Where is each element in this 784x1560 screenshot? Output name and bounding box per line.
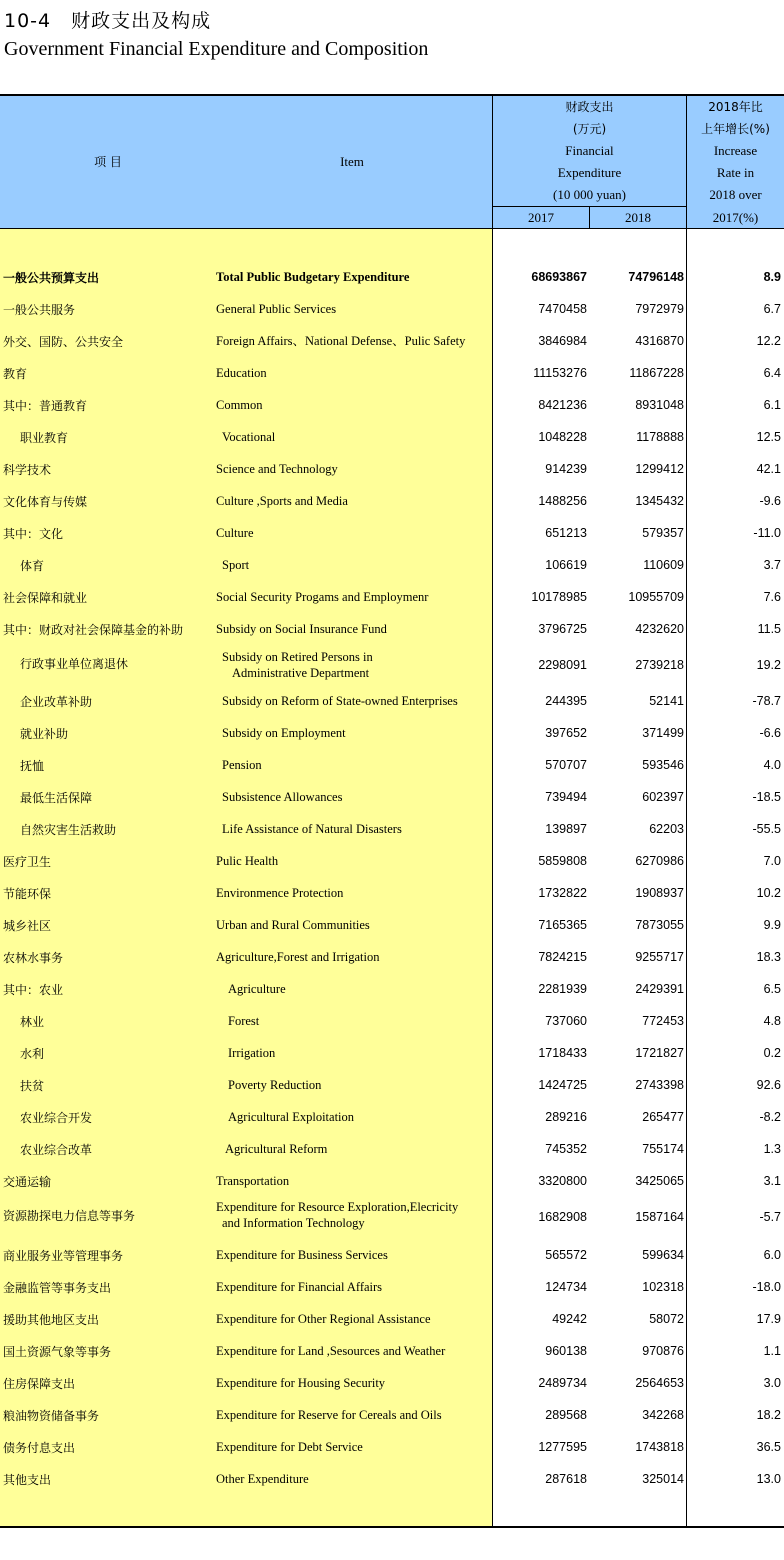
value-2018: 1299412 [635, 462, 684, 476]
header-year-2017: 2017 [528, 210, 554, 225]
value-2017: 7824215 [538, 950, 587, 964]
value-2017: 2281939 [538, 982, 587, 996]
expenditure-table [0, 94, 784, 1527]
value-2018: 1743818 [635, 1440, 684, 1454]
row-item-en: Environmence Protection [216, 886, 344, 900]
value-2017: 737060 [545, 1014, 587, 1028]
value-2017: 1718433 [538, 1046, 587, 1060]
row-item-en: Expenditure for Debt Service [216, 1440, 363, 1454]
value-2018: 342268 [642, 1408, 684, 1422]
value-2018: 2564653 [635, 1376, 684, 1390]
header-expenditure-line: 财政支出 [565, 100, 614, 114]
value-2017: 11153276 [533, 366, 587, 380]
value-2018: 9255717 [635, 950, 684, 964]
row-item-en: Irrigation [228, 1046, 276, 1060]
row-item-cn: 金融监管等事务支出 [3, 1280, 112, 1295]
row-item-en: Subsidy on Employment [222, 726, 346, 740]
row-item-cn: 科学技术 [3, 462, 52, 477]
value-2017: 289568 [545, 1408, 587, 1422]
value-2017: 49242 [552, 1312, 587, 1326]
row-item-cn: 其中：财政对社会保障基金的补助 [3, 622, 184, 637]
row-item-en: Poverty Reduction [228, 1078, 322, 1092]
table-row [0, 685, 784, 717]
increase-rate: 92.6 [756, 1078, 781, 1092]
table-row [0, 1069, 784, 1101]
increase-rate: 12.5 [756, 430, 781, 444]
row-item-cn: 国土资源气象等事务 [3, 1344, 112, 1359]
value-2017: 7470458 [538, 302, 587, 316]
row-item-en: Sport [222, 558, 250, 572]
increase-rate: 3.0 [763, 1376, 781, 1390]
row-item-en: Science and Technology [216, 462, 338, 476]
row-item-en: Agriculture [228, 982, 286, 996]
value-2017: 739494 [545, 790, 587, 804]
value-2018: 3425065 [635, 1174, 684, 1188]
table-row [0, 1239, 784, 1271]
table-row [0, 421, 784, 453]
increase-rate: 3.1 [763, 1174, 781, 1188]
increase-rate: 10.2 [756, 886, 781, 900]
row-item-en: Urban and Rural Communities [216, 918, 370, 932]
header-increase-line: Rate in [716, 165, 755, 180]
row-item-en-line: Expenditure for Resource Exploration,Elecricity [216, 1200, 459, 1214]
table-row [0, 1005, 784, 1037]
value-2017: 10178985 [531, 590, 587, 604]
value-2017: 570707 [545, 758, 587, 772]
table-row [0, 1399, 784, 1431]
row-item-cn: 其中：文化 [3, 526, 64, 541]
row-item-en: Expenditure for Reserve for Cereals and Oils [216, 1408, 442, 1422]
value-2018: 772453 [642, 1014, 684, 1028]
value-2018: 1721827 [635, 1046, 684, 1060]
row-item-en: Other Expenditure [216, 1472, 309, 1486]
value-2017: 106619 [545, 558, 587, 572]
row-item-cn: 其中：农业 [3, 982, 64, 997]
row-item-cn: 其中：普通教育 [3, 398, 88, 413]
table-bottom-rule [0, 1526, 784, 1528]
value-2017: 1048228 [538, 430, 587, 444]
increase-rate: 6.5 [763, 982, 781, 996]
table-row [0, 781, 784, 813]
row-item-cn: 行政事业单位离退休 [20, 656, 129, 671]
value-2018: 1178888 [636, 430, 684, 444]
header-expenditure [493, 96, 686, 206]
value-2018: 58072 [649, 1312, 684, 1326]
table-row [0, 1367, 784, 1399]
table-row [0, 941, 784, 973]
row-item-cn: 一般公共服务 [3, 302, 76, 317]
row-item-cn: 企业改革补助 [20, 694, 93, 709]
header-item-en: Item [340, 154, 364, 169]
value-2017: 745352 [545, 1142, 587, 1156]
table-row [0, 813, 784, 845]
increase-rate: 1.3 [763, 1142, 781, 1156]
row-item-en: Culture ,Sports and Media [216, 494, 348, 508]
table-row [0, 647, 784, 683]
increase-rate: 13.0 [756, 1472, 781, 1486]
row-item-cn: 体育 [20, 558, 45, 573]
row-item-en: Culture [216, 526, 254, 540]
increase-rate: -9.6 [759, 494, 781, 508]
value-2018: 579357 [642, 526, 684, 540]
table-row [0, 453, 784, 485]
row-item-cn: 抚恤 [20, 758, 45, 773]
value-2018: 7873055 [635, 918, 684, 932]
increase-rate: -8.2 [759, 1110, 781, 1124]
row-item-cn: 节能环保 [3, 886, 52, 901]
value-2018: 2743398 [635, 1078, 684, 1092]
table-row [0, 357, 784, 389]
row-item-en: Social Security Progams and Employmenr [216, 590, 429, 604]
table-row [0, 973, 784, 1005]
row-item-cn: 住房保障支出 [3, 1376, 76, 1391]
row-item-cn: 就业补助 [20, 726, 69, 741]
row-item-en-line: Administrative Department [232, 666, 370, 680]
row-item-en: Vocational [222, 430, 276, 444]
row-item-cn: 一般公共预算支出 [3, 270, 100, 285]
value-2018: 602397 [642, 790, 684, 804]
row-item-cn: 交通运输 [3, 1174, 52, 1189]
increase-rate: 12.2 [756, 334, 781, 348]
row-item-en: Expenditure for Business Services [216, 1248, 388, 1262]
row-item-cn: 教育 [3, 366, 28, 381]
increase-rate: 7.0 [763, 854, 781, 868]
value-2018: 52141 [649, 694, 684, 708]
increase-rate: 17.9 [756, 1312, 781, 1326]
value-2018: 599634 [642, 1248, 684, 1262]
row-item-en: Common [216, 398, 263, 412]
table-row [0, 1133, 784, 1165]
increase-rate: 6.1 [763, 398, 781, 412]
row-item-en: Transportation [216, 1174, 290, 1188]
table-row [0, 549, 784, 581]
value-2017: 565572 [545, 1248, 587, 1262]
row-item-cn: 援助其他地区支出 [3, 1312, 100, 1327]
row-item-en: Total Public Budgetary Expenditure [216, 270, 410, 284]
row-item-en: Expenditure for Financial Affairs [216, 1280, 383, 1294]
value-2017: 244395 [545, 694, 587, 708]
table-row [0, 1101, 784, 1133]
value-2018: 1345432 [635, 494, 684, 508]
increase-rate: 4.8 [763, 1014, 781, 1028]
increase-rate: 18.3 [756, 950, 781, 964]
table-row [0, 1335, 784, 1367]
row-item-en [222, 647, 494, 681]
row-item-cn: 文化体育与传媒 [3, 494, 88, 509]
row-item-cn: 职业教育 [20, 430, 69, 445]
value-2017: 3320800 [538, 1174, 587, 1188]
row-item-en: Expenditure for Housing Security [216, 1376, 386, 1390]
row-item-cn: 其他支出 [3, 1472, 52, 1487]
row-item-en: Agricultural Reform [225, 1142, 328, 1156]
header-increase-line: Increase [713, 143, 758, 158]
value-2017: 289216 [545, 1110, 587, 1124]
value-2017: 651213 [545, 526, 587, 540]
increase-rate: 9.9 [763, 918, 781, 932]
header-expenditure-line: Expenditure [557, 165, 622, 180]
increase-rate: -6.6 [759, 726, 781, 740]
value-2018: 62203 [649, 822, 684, 836]
row-item-en: Subsidy on Reform of State-owned Enterprises [222, 694, 458, 708]
value-2017: 1682908 [538, 1210, 587, 1224]
value-2018: 6270986 [635, 854, 684, 868]
row-item-en: Pulic Health [216, 854, 279, 868]
row-item-cn: 水利 [20, 1046, 45, 1061]
table-row [0, 1463, 784, 1495]
row-item-cn: 社会保障和就业 [3, 590, 88, 605]
header-year-2018: 2018 [625, 210, 651, 225]
value-2017: 3846984 [538, 334, 587, 348]
increase-rate: -78.7 [752, 694, 781, 708]
row-item-cn: 农业综合改革 [20, 1142, 93, 1157]
increase-rate: 6.0 [763, 1248, 781, 1262]
increase-rate: 3.7 [763, 558, 781, 572]
table-row [0, 1431, 784, 1463]
row-item-cn: 林业 [20, 1014, 45, 1029]
value-2017: 397652 [545, 726, 587, 740]
table-row [0, 261, 784, 293]
table-row [0, 1165, 784, 1197]
table-row [0, 845, 784, 877]
value-2017: 914239 [545, 462, 587, 476]
row-item-en: Education [216, 366, 267, 380]
value-2018: 74796148 [628, 270, 684, 284]
header-increase-line: 2018年比 [708, 100, 763, 114]
value-2018: 10955709 [628, 590, 684, 604]
header-expenditure-line: Financial [565, 143, 614, 158]
row-item-en [216, 1199, 488, 1231]
row-item-cn: 商业服务业等管理事务 [3, 1248, 124, 1263]
value-2018: 102318 [642, 1280, 684, 1294]
value-2017: 5859808 [538, 854, 587, 868]
table-row [0, 485, 784, 517]
table-row [0, 1303, 784, 1335]
value-2018: 2429391 [635, 982, 684, 996]
row-item-en-line: and Information Technology [222, 1216, 365, 1230]
table-row [0, 389, 784, 421]
table-row [0, 1199, 784, 1235]
header-expenditure-line: (万元) [572, 122, 607, 136]
table-row [0, 749, 784, 781]
value-2018: 1587164 [635, 1210, 684, 1224]
value-2017: 1277595 [538, 1440, 587, 1454]
value-2018: 4232620 [635, 622, 684, 636]
value-2017: 2298091 [538, 658, 587, 672]
value-2017: 3796725 [538, 622, 587, 636]
row-item-cn: 医疗卫生 [3, 854, 52, 869]
value-2018: 110609 [643, 558, 684, 572]
increase-rate: 11.5 [757, 622, 781, 636]
value-2018: 593546 [642, 758, 684, 772]
value-2018: 755174 [642, 1142, 684, 1156]
value-2017: 2489734 [538, 1376, 587, 1390]
row-item-cn: 农业综合开发 [20, 1110, 93, 1125]
row-item-en: Pension [222, 758, 262, 772]
header-expenditure-line: (10 000 yuan) [553, 187, 626, 202]
table-row [0, 613, 784, 645]
row-item-en-line: Subsidy on Retired Persons in [222, 650, 373, 664]
value-2018: 265477 [642, 1110, 684, 1124]
row-item-cn: 农林水事务 [3, 950, 64, 965]
header-increase [687, 96, 784, 206]
increase-rate: -5.7 [759, 1210, 781, 1224]
increase-rate: -18.5 [752, 790, 781, 804]
table-row [0, 517, 784, 549]
row-item-en: Subsistence Allowances [222, 790, 343, 804]
table-row [0, 325, 784, 357]
row-item-cn: 债务付息支出 [3, 1440, 76, 1455]
table-row [0, 581, 784, 613]
row-item-en: Life Assistance of Natural Disasters [222, 822, 402, 836]
increase-rate: 0.2 [763, 1046, 781, 1060]
value-2018: 325014 [642, 1472, 684, 1486]
value-2018: 970876 [642, 1344, 684, 1358]
value-2018: 4316870 [635, 334, 684, 348]
value-2017: 1732822 [538, 886, 587, 900]
increase-rate: 7.6 [763, 590, 781, 604]
row-item-en: General Public Services [216, 302, 337, 316]
row-item-en: Agriculture,Forest and Irrigation [216, 950, 380, 964]
row-item-cn: 自然灾害生活救助 [20, 822, 117, 837]
header-increase-line: 上年增长(%) [701, 122, 770, 136]
row-item-en: Forest [228, 1014, 260, 1028]
row-item-en: Foreign Affairs、National Defense、Pulic Safety [216, 334, 466, 348]
row-item-en: Agricultural Exploitation [228, 1110, 355, 1124]
page-title-cn: 10-4 财政支出及构成 [4, 10, 212, 32]
value-2017: 1424725 [538, 1078, 587, 1092]
row-item-en: Subsidy on Social Insurance Fund [216, 622, 387, 636]
row-item-cn: 扶贫 [20, 1078, 45, 1093]
value-2017: 139897 [545, 822, 587, 836]
value-2018: 2739218 [635, 658, 684, 672]
increase-rate: -11.0 [753, 526, 781, 540]
increase-rate: 1.1 [763, 1344, 781, 1358]
value-2017: 68693867 [531, 270, 587, 284]
row-item-cn: 最低生活保障 [20, 790, 93, 805]
value-2017: 287618 [545, 1472, 587, 1486]
value-2017: 1488256 [538, 494, 587, 508]
increase-rate: -55.5 [752, 822, 781, 836]
increase-rate: 18.2 [756, 1408, 781, 1422]
row-item-cn: 资源勘探电力信息等事务 [3, 1208, 136, 1223]
header-item-cn: 项 目 [94, 155, 122, 169]
increase-rate: 19.2 [756, 658, 781, 672]
row-item-cn: 粮油物资储备事务 [3, 1408, 100, 1423]
value-2017: 7165365 [538, 918, 587, 932]
header-increase-line: 2018 over [709, 187, 762, 202]
value-2018: 371499 [642, 726, 684, 740]
increase-rate: 6.4 [763, 366, 781, 380]
header-year-rate: 2017(%) [712, 210, 759, 225]
value-2017: 8421236 [538, 398, 587, 412]
row-item-cn: 外交、国防、公共安全 [3, 334, 124, 349]
row-item-en: Expenditure for Land ,Sesources and Weather [216, 1344, 446, 1358]
row-item-cn: 城乡社区 [3, 918, 52, 933]
row-item-en: Expenditure for Other Regional Assistance [216, 1312, 431, 1326]
table-row [0, 717, 784, 749]
increase-rate: 42.1 [756, 462, 781, 476]
value-2017: 124734 [545, 1280, 587, 1294]
increase-rate: 8.9 [763, 270, 781, 284]
table-row [0, 909, 784, 941]
value-2018: 1908937 [635, 886, 684, 900]
table-row [0, 1271, 784, 1303]
increase-rate: 4.0 [763, 758, 781, 772]
increase-rate: 6.7 [763, 302, 781, 316]
value-2018: 7972979 [635, 302, 684, 316]
page-title-en: Government Financial Expenditure and Composition [4, 38, 429, 60]
value-2017: 960138 [545, 1344, 587, 1358]
table-row [0, 1037, 784, 1069]
increase-rate: 36.5 [756, 1440, 781, 1454]
value-2018: 11867228 [629, 366, 684, 380]
increase-rate: -18.0 [752, 1280, 781, 1294]
table-row [0, 877, 784, 909]
value-2018: 8931048 [635, 398, 684, 412]
table-row [0, 293, 784, 325]
